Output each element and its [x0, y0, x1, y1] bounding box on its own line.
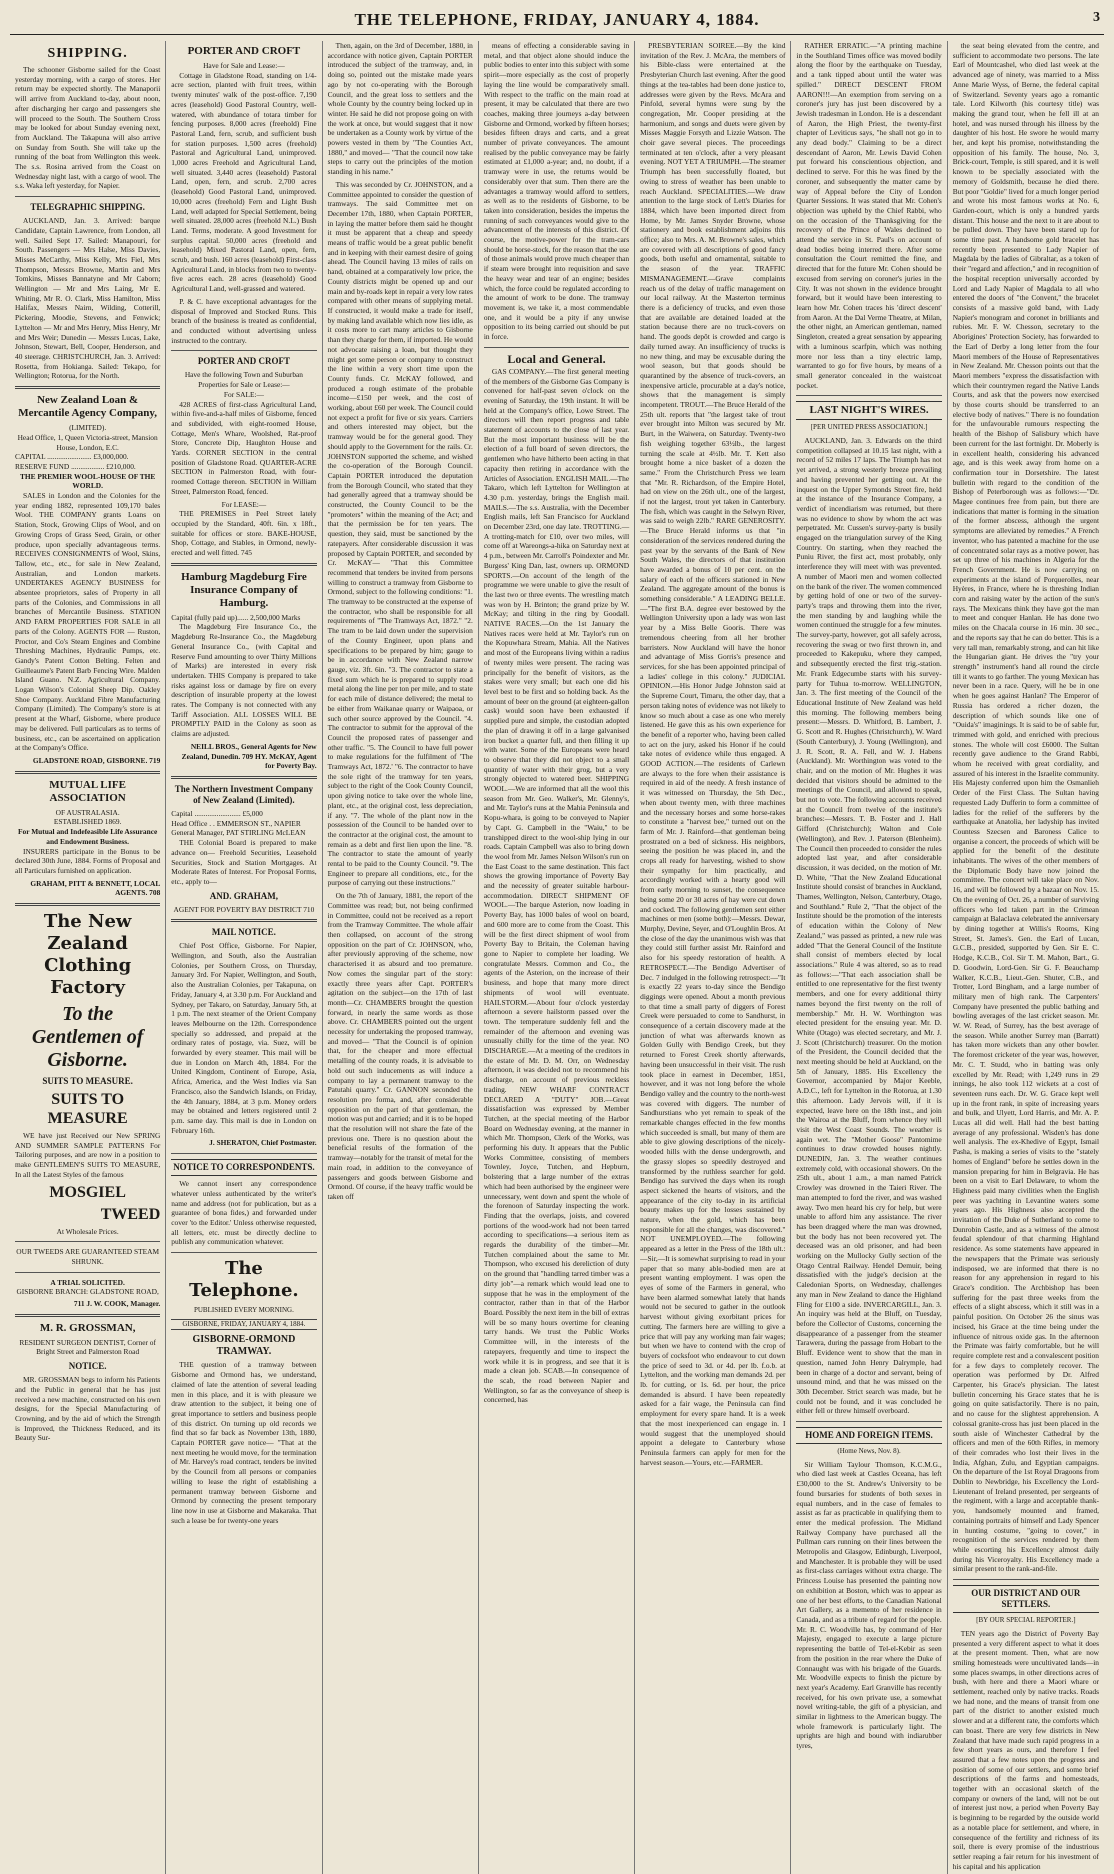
- wires-heading: LAST NIGHT'S WIRES.: [796, 401, 941, 420]
- mutual-life-tagline: For Mutual and Indefeasible Life Assurance and Endowment Business.: [18, 827, 158, 846]
- porter-croft-heading: PORTER AND CROFT: [187, 45, 301, 57]
- nz-loan-wool-house: THE PREMIER WOOL-HOUSE OF THE WORLD.: [19, 471, 156, 491]
- column-2: [166, 41, 322, 1874]
- suits-big-heading: SUITS TO MEASURE: [47, 1091, 128, 1128]
- telegraphic-shipping-text: AUCKLAND, Jan. 3. Arrived: barque Candidate, Captain Lawrence, from London, all well. Sailed Sept 17. Sailed: Manapouri, for South. Passengers — Mrs Halse, Miss Davies, Misses McCarthy, Miss Kelly, Mrs Fiel, Mrs Thompson, Messrs Browne, Martin and Mrs Tomkins, Misses Bannatyne and Mr Caborn; Wellington — Mr and Mrs Laing, Mr E. Whiting, Mr R. O. Clark, Miss Hamilton, Miss Halifax, Messrs Nairn, Wilding, Cotterill, Pickering, Moodie, Stevens, and Fenwick; Lyttelton — Mr and Mrs Henry, Miss Henry, Mr and Mrs Weir; Dunedin — Messrs Lucas, Lake, Johnson, Stewart, Bell, Cooper, Henderson, and 40 steerage. CHRISTCHURCH, Jan. 3. Arrived: Rosetta, from Hokianga. Sailed: Tekapo, for Wellington; Rotorua, for the North.: [15, 216, 161, 381]
- wires-text: AUCKLAND, Jan. 3. Edwards on the third competition collapsed at 10.15 last night, with a record of 52 miles 17 laps. The Triumph has not yet arrived, a strong westerly breeze prevailing and having prevented her getting out. At the inquest on the Upper Symonds Street fire, held at the instance of the Insurance Company, a verdict of incendiarism was returned, but there was no evidence to show by whom the act was perpetrated. Mr. Cussen's survey-party is busily engaged on the triangulation survey of the King Country. On starting, when they reached the Puniu River, the first act, most probably, only interference they will meet with was prevented. A number of Maori men and women collected on the bank of the river. The women commenced by getting hold of one or two of the survey-party's traps and throwing them into the river, the men standing by and laughing while the women continued the struggle for a few minutes. The survey-party, however, got all safely across, recovering the swag or two first thrown in, and proceeded to Kakepuku, where they camped, and subsequently erected the first trig.-station. Mr. Frank Edgecumbe starts with his survey-party for Tuhua to-morrow. WELLINGTON, Jan. 3. The first meeting of the Council of the Educational Institute of New Zealand was held this morning. The following members being present:—Messrs. D. Whitford, B. Lambert, J. G. Scott and R. Hughes (Christchurch), W. Ward (South Canterbury), J. Young (Wellington), and J. R. Scott, R. A. Fell, and W. J. Habens (Auckland). Mr. Worthington was voted to the chair, and on the motion of Mr. Hughes it was decided that visitors should be admitted to the meetings of the Council, and allowed to speak, but not to vote. The following accounts received at the Council from twelve of the institute's branches:—Messrs. T. B. Foster and J. Hall Gifford (Christchurch); Walton and Cole (Wellington), and Rev. J. Paterson (Blenheim). The Council then proceeded to consider the rules adopted last year, and after considerable discussion, it was decided, on the motion of Mr. D. White, "That the New Zealand Educational Institute should consist of branches in Auckland, Thames, Wellington, Nelson, Canterbury, Otago, and Southland." Rule 2, "That the object of the Institute should be the promotion of the interests of education within the Colony of New Zealand," was passed as printed, a new rule was added "That the General Council of the Institute shall consist of members elected by local associations." Rule 4 was altered, so as to read as follows:—"That each association shall be entitled to one representative for the first twenty members, and one for every additional thirty names beyond the first twenty on the roll of membership." Mr. H. W. Worthington was elected president for the ensuing year. Mr. D. White (Otago) was elected secretary, and Mr. J. J. Scott (Christchurch) treasurer. On the motion of the President, the Council decided that the next meeting should be held at Auckland, on the 5th of January, 1885. His Excellency the Governor, accompanied by Major Keeble, A.D.C., left for Lyttelton in the Rotorua, at 1.30 this afternoon. Lady Jervois will, if it is expected, leave here on the 18th inst., and join the Wairoa at the Bluff, from whence they will visit the West Coast Sounds. The weather is again wet. The "Mother Goose" Pantomime continues to draw crowded houses nightly. DUNEDIN, Jan. 3. The weather continues extremely cold, with occasional showers. On the 25th ult., about 1 a.m., a man named Patrick Crowley was drowned in the Taieri River. The man attempted to ford the river, and was washed away. Two men heard his cry for help, but were unable to afford him any assistance. The river has been dragged where the man was drowned, but the body has not been recovered yet. The deceased was an old prisoner, and had been working on the Mullocky Gully section of the Otago Central Railway. Hendel Demuir, being dissatisfied with the judge's decision at the Caledonian Sports, on Wednesday, challenges any man in New Zealand to dance the Highland Fling for £100 a side. INVERCARGILL, Jan. 3. An inquiry was held at the Bluff, on Tuesday, before the Collector of Customs, concerning the disappearance of a passenger from the steamer Tarawera, during the passage from Hobart to the Bluff. Evidence went to show that the man in question, named John Henry Dalrymple, had been in charge of a doctor and servant, being of unsound mind, and that he was missed on the 30th December. Strict search was made, but he could not be found, and it was concluded he either fell or threw himself overboard.: [796, 436, 942, 1416]
- for-lease-label: For LEASE:—: [221, 499, 267, 509]
- nz-loan-text: SALES in London and the Colonies for the year ending 1882, represented 109,170 bales Wool. THE COMPANY grants Loans on Station, Stock, Growing Clips of Wool, and on Growing Crops of Grass Seed, Grain, or other produce, upon specially advantageous terms. RECEIVES CONSIGNMENTS of Wool, Skins, Tallow, etc., etc., for sale in New Zealand, Australian, and London markets. UNDERTAKES AGENCY BUSINESS for absentee proprietors, sales of Property in all parts of the Colonies, and Commissions in all branches of Mercantile Business. STATION AND FARM PROPERTIES FOR SALE in all parts of the Colony. AGENTS FOR — Ruston, Proctor, and Co's Steam Engines and Combine Threshing Machines, Hydraulic Pumps, etc. Gandy's Patent Cotton Belting. Felten and Guilleaume's Patent Barb Fencing Wire. Malden Island Guano. N.Z. Agricultural Company. Logan Wilson's Colonial Sheep Dip. Oakley Shoe Company. Auckland Fibre Manufacturing Company (Limited). The Company's store is at present at the Wharf, Gisborne, where produce may be delivered. Full particulars as to terms of business, etc., can be ascertained on application at the Company's Office.: [15, 491, 161, 753]
- divider: [953, 1579, 1099, 1580]
- grossman-sub: RESIDENT SURGEON DENTIST, Corner of Bright Street and Palmerston Road: [19, 1337, 156, 1357]
- divider: [171, 919, 316, 922]
- district-text: TEN years ago the District of Poverty Bay presented a very different aspect to what it does at the present moment. Then, what are now smiling homesteads were uncultivated lands—in some places swamps, in other directions acres of bush, with here and there a Maori whare or settlement, reached only by native tracks. Roads we had none, and the means of transit from one part of the district to another existed much slower and at a different rate, the comforts which can boast. There are very few districts in New Zealand that have made such rapid progress in a few short years as ours, and therefore I feel assured that a few notes upon the progress and position of some of our settlers, and some brief descriptions of the farms and homesteads, together with an occasional sketch of the company or owners of the land, will not be out of interest just now, a period when Poverty Bay is beginning to be regarded by the outside world as a notable place for settlement, and where, in consequence of the fertility and richness of its soil, there is every promise of the industrious settler reaping a fair return for his investment of his capital and his application: [952, 1628, 1099, 1871]
- column-5: [635, 41, 791, 1874]
- mosgiel-heading: MOSGIEL: [49, 1183, 126, 1201]
- mail-notice-signature: J. SHERATON, Chief Postmaster.: [209, 1138, 317, 1148]
- northern-manager: General Manager, PAT STIRLING McLEAN: [171, 828, 306, 838]
- hamburg-text: The Magdeburg Fire Insurance Co., the Magdeburg Re-Insurance Co., the Magdeburg General Insurance Co., (with Capital and Reserve Fund amounting to over Thirty Millions of Marks) are interested in every risk undertaken. THIS Company is prepared to take risks against loss or damage by fire on every description of insurable property at the lowest rates. The Company is not connected with any Tariff Association. ALL LOSSES WILL BE PROMPTLY PAID in the Colony as soon as claims are adjusted.: [171, 622, 317, 739]
- divider: [15, 386, 160, 389]
- tramway-continued-1: Then, again, on the 3rd of December, 1880, in accordance with notice given, Captain PORTER introduced the subject of the tramway, and, in doing so, pointed out the mistake made years ago by not co-operating with the Borough Council, and the great loss to settlers and the whole County by the country being locked up in winter. He said he did not propose going on with the work at once, but would suggest that it now be undertaken as a County work by virtue of the powers vested in them by "The Counties Act, 1880," and moved— "That the council now take steps to carry out the principles of the motion standing in his name.": [327, 41, 473, 177]
- column-3: [323, 41, 479, 1874]
- hamburg-signature: NEILL BROS., General Agents for New Zealand, Dunedin. 709 HY. McKAY, Agent for Poverty Bay.: [181, 741, 317, 771]
- porter-croft-sale-text: 428 ACRES of first-class Agricultural Land, within five-and-a-half miles of Gisborne, fenced and subdivided, with eight-roomed House, Cottage, Men's Whare, Woolshed, Rat-proof Store, Concrete Dip, Haughton House and Yards. CORNER SECTION in the central position of Gladstone Road. QUARTER-ACRE SECTION in Palmerston Road, with four-roomed Cottage thereon. SECTION in William Street, Palmerston Road, fenced.: [171, 399, 317, 496]
- suits-small-heading: SUITS TO MEASURE.: [42, 1076, 133, 1087]
- trial-solicited: A TRIAL SOLICITED.: [50, 1277, 125, 1287]
- nz-loan-reserve: RESERVE FUND .................. £210,000.: [15, 461, 136, 471]
- nz-loan-heading: New Zealand Loan & Mercantile Agency Company,: [18, 394, 158, 420]
- northern-office: Head Office . . EMMERSON ST., NAPIER: [171, 818, 301, 828]
- porter-croft-sub: Have for Sale and Lease:—: [203, 61, 285, 70]
- grossman-heading: M. R. GROSSMAN,: [39, 1321, 136, 1334]
- district-heading: OUR DISTRICT AND OUR SETTLERS.: [953, 1585, 1099, 1613]
- divider: [15, 771, 160, 774]
- mail-notice-text: Chief Post Office, Gisborne. For Napier, Wellington, and South, also the Australian Colonies, per Southern Cross, on Thursday, January 3rd. For Napier, Wellington, and South, also the Australian Colonies, per Takapuna, on Friday, January 4, at 3.30 p.m. For Auckland and Sydney, per Takaro, on Saturday, January 5th, at 1 p.m. The next steamer of the Orient Company leaves Melbourne on the 12th. Correspondence specially so addressed, and prepaid at the ordinary rates of postage, via. Suez, will be forwarded by every steamer. This mail will be due in London on March 4th, 1884. For the United Kingdom, Continent of Europe, Asia, Africa, America, and the West Indies via San Francisco, also the Sandwich Islands, on Friday, the 4th January, 1884, at 3 p.m. Money orders may be obtained and letters registered until 2 p.m. same day. This mail is due in London on February 16th.: [171, 941, 317, 1135]
- graham-sub: AGENT FOR POVERTY BAY DISTRICT 710: [173, 904, 315, 914]
- column-6: [791, 41, 947, 1874]
- clothing-factory-heading: The New Zealand Clothing Factory: [43, 911, 132, 999]
- column-1: [10, 41, 166, 1874]
- divider: [15, 903, 160, 906]
- porter-croft-text: Cottage in Gladstone Road, standing on 1/4-acre section, planted with fruit trees, within twenty minutes' walk of the post-office. 7,190 acres (leasehold) Good Pastoral Country, well-watered, with abundance of totara timber for fencing purposes. 8,000 acres (freehold) Fine Pastoral Land, fern, scrub, and sufficient bush for station purposes. 1,500 acres (freehold) Pastoral and Agricultural Land, unimproved. 1,000 acres Freehold and Agricultural Land, well situated. 3,440 acres (leasehold) Pastoral Land, open, fern, and scrub. 2,700 acres (leasehold) Good Pastoral Land, unimproved. 10,000 acres (freehold) Fern and Light Bush Land, well adapted for Special Settlement, being well situated. 28,000 acres (freehold N.L.) Bush Land. Terms, moderate. A good Investment for surplus capital. 50,000 acres (freehold and leasehold) Mixed Pastoral Land, open, fern, scrub, and bush. 160 acres (leasehold) First-class Agricultural Land, in blocks from two to twenty-five acres each. 28 acres (leasehold) Good Agricultural Land, well-grassed and watered.: [171, 70, 317, 294]
- hamburg-capital: Capital (fully paid up)...... 2,500,000 Marks: [171, 612, 301, 622]
- notice-text: MR. GROSSMAN begs to inform his Patients and the Public in general that he has just received a new machine, constructed on his own designs, for the Special Manufacturing of Crowning, and by the aid of which the Strength is Improved, the Thickness Reduced, and its Beauty Sur-: [15, 1375, 161, 1443]
- telegraphic-shipping-heading: TELEGRAPHIC SHIPPING.: [30, 202, 145, 213]
- local-general-heading: Local and General.: [507, 351, 606, 366]
- nz-loan-signature: GLADSTONE ROAD, GISBORNE. 719: [32, 756, 161, 765]
- mutual-life-established: ESTABLISHED 1869.: [53, 817, 122, 827]
- divider: [15, 1314, 160, 1317]
- local-general-text: GAS COMPANY.—The first general meeting of the members of the Gisborne Gas Company is convened for half-past seven o'clock on the evening of Saturday, the 19th instant. It will be held at the Company's office, Lowe Street. The directors will then report progress and table statement of accounts to the close of last year. But the most important business will be the election of a full board of seven directors, the gentlemen who have hitherto been acting in that capacity then retiring in accordance with the Articles of Association. ENGLISH MAIL.—The Takaro, which left Lyttelton for Wellington at 4.30 p.m. yesterday, brings the English mail. MAILS.—The s.s. Australia, with the December English mails, left San Francisco for Auckland on December 23rd, one day late. TROTTING.—A trotting-match for £10, over two miles, will come off at Wareongs-a-hika on Saturday next at 4 p.m., between Mr. Carroll's Poindexter and Mr. Burgess' King Dan, last, owners up. ORMOND SPORTS.—On account of the length of the programme we were unable to give the result of the last two or three events. The wrestling match was won by H. Brinton; the grand prize by W. McKay; and tilting in the ring by Goodall. NATIVE RACES.—On the 1st January the Natives races were held at Mr. Taylor's run on the Kopuwhara Stream, Mahia. All the Natives and most of the Europeans living within a radius of twenty miles were present. The racing was principally for the benefit of visitors, as the stakes were very small; but each one did his level best to be first and so holding back. As the amount of beer on the ground (at eighteen-gallon cask) would soon have been exhausted if supplied pure and simple, the custodian adopted the plan of drawing it off in a large galvanised iron bucket a quarter full, and then filling it up with water. Some of the Europeans were heard to observe that they did not object to a small quantity of water with their grog, but a very strongly objected to watered beer. SHIPPING WOOL.—We are informed that all the wool this season from Mr. Geo. Walker's, Mr. Glenny's, and Mr. Taylor's runs at the Mahia Peninsula and Kopu-whara, is going to be conveyed to Napier by Capt. G. Campbell in the "Waiu," to be transhipped direct to the wool-ship lying in our roads. Captain Campbell was also to bring down the wool from Mr. James Nelson Wilson's run on the East Coast to the same destination. This fact shows the growing importance of Poverty Bay and the necessity of greater suitable harbour-accommodation. DIRECT SHIPMENT OF WOOL.—The barque Asterion, now loading in Poverty Bay, has 1000 bales of wool on board, and 600 more are to come from the Coast. This will be the first direct shipment of wool from Poverty Bay to Britain, the Coleman having gone to Napier to complete her loading. We congratulate Messrs. Common and Co., the agents of the Asterion, on the increase of their business, and hope that many more direct shipments of wool will eventuate. HAILSTORM.—About four o'clock yesterday afternoon a severe hailstorm passed over the town. The temperature suddenly fell and the remainder of the afternoon and evening was unusually chilly for the time of the year. NO DISCHARGE.—At a meeting of the creditors in the estate of Mr. D. M. Orr, on Wednesday afternoon, it was decided not to recommend his discharge, on account of previous reckless trading. NEW WHARF CONTRACT DECLARED A "DUTY" JOB.—Great dissatisfaction was expressed by Member Tutchen, at the special meeting of the Harbor Board on Wednesday evening, at the manner in which Mr. Thompson, Clerk of the Works, was performing his duty. It appears that the Public Works Committee, consisting of members Townley, Joyce, Tutchen, and Hepburn, bolstering that a large number of the extras which had been authorised by the engineer were unnecessary, went down and spent the whole of the forenoon of Saturday inspecting the work. Finding that the overlaps, joists, and covered portions of the wood-work had not been tarred according to specifications—a serious item as regards the durability of the timber—Mr. Tutchen complained about the same to Mr. Thompson, who excused his dereliction of duty on the ground that "handling tarred timber was a dirty job"—a remark which would lead one to suppose that he was in the employment of the contractor, rather than in that of the Harbor Board. Possibly the next item in the bill of extras will be so many hours overtime for cleaning tarry hands. We trust the Public Works Committee will, in the interests of the ratepayers, frequently and time to inspect the work while it is in progress, and see that it is made a clean job. SCAB.—In consequence of the scab, the road between Napier and Wellington, so far as the conveyance of sheep is concerned, has: [483, 366, 630, 1405]
- misc-items-text: RATHER ERRATIC.—"A printing machine in the Southland Times office was moved bodily along the floor by the earthquake on Tuesday, and a tank tipped about until the water was spilled." DIRECT DESCENT FROM AARON!!!—An exemption from serving on a coroner's jury has just been discovered by a Jewish tradesman in London. He is a descendant of Aaron, the High Priest, the twenty-first chapter of Leviticus says, "he shall not go in to any dead body." Claiming to be a direct descendant of Aaron, Mr. Lewis David Cohen put forward his conscientious objection, and declined to serve. For this he was fined by the coroner, and subsequently the matter came by way of Appeal before the City of London Quarter Sessions. It was stated that Mr. Cohen's objection was upheld by the Chief Rabbi, who on the occasion of the Thanksgiving for the recovery of the Prince of Wales declined to attend the service in St. Paul's on account of dead bodies being interred there. After some consultation the Court remitted the fine, and directed that for the future Mr. Cohen should be excused from serving on coroner's juries in the City. It was not shown in the evidence brought forward, but it would have been interesting to learn how Mr. Cohen traces his 'direct descent' from Aaron. At the Dal Verme Theatre, at Milan, the other night, an American gentleman, named Singleton, created a great sensation by appearing with a luminous scarfpin, which was nothing more nor less than a tiny electric lamp, warranted to go for five hours, by means of a small generator concealed in the waistcoat pocket.: [796, 41, 942, 390]
- divider: [796, 1421, 941, 1422]
- northern-investment-heading: The Northern Investment Company of New Zealand (Limited).: [174, 784, 314, 805]
- home-foreign-continued: the seat being elevated from the centre, and sufficient to accommodate two persons. The late Earl of Mountcashel, who died last week at the advanced age of ninety, was married to a Miss Anne Marie Wyss, of Berne, the federal capital of Switzerland. Seventy years ago a romantic tale. Lord Kilworth (his courtesy title) was making the grand tour, when he fell ill at an hotel, and was nursed through his illness by the daughter of his host. He swore he would marry her, and kept his promise, notwithstanding the opposition of his family. The house, No. 3, Brick-court, Temple, is still spared, and it is well known to be specially associated with the memory of Goldsmith, because he died there. But poor "Goldie" lived for a much longer period and wrote his most famous works at No. 6, Garden-court, which is only a hundred yards distant. This house and the next to it are about to be pulled down. They have been stared up for some time past. A handsome gold bracelet has recently been presented to Lady Napier of Magdala by the ladies of Gibraltar, as a token of their "regard and affection," and in recognition of the hospital reception universally accorded by Lord and Lady Napier of Magdala to all who entered the doors of "the Convent," the bracelet consists of a massive gold band, with Lady Napier's monogram and coronet in brilliants and rubies. Mr. F. W. Chesson, secretary to the Aborigines' Protection Society, has forwarded to the Earl of Derby a long letter from the four Maori members of the House of Representatives in New Zealand. Mr. Chesson points out that the Maori members "express the dissatisfaction with which their countrymen regard the Native Lands Courts, and ask that the powers now exercised by those courts should be transferred to an elective body of natives." There is no foundation for the unfavourable rumours respecting the health of the Bishop of Salisbury which have been current for the last fortnight. Dr. Moberly is in excellent health, considering his advanced age, and is this week away from home on a confirmation tour in Dorsetshire. The latest bulletin with regard to the condition of the Bishop of Peterborough was as follows:—"Dr. Magee continues free from pain, but there are indications that matter is forming in the situation of the former abscess, although the urgent symptoms are alleviated by remedies." A French inventor, who has patented a machine for the use of concentrated solar rays as a motive power, has set up three of his machines in Algeria for the French Government. He is now carrying on experiments at the island of Porquerolles, near Hyères, in France, where he is threshing Indian corn and raising water by the action of the sun's rays. The Mexicans think they have got the man to meet and conquer Hanlan. He has done two miles on the Chacala course in 16 min. 30 sec., and the reports say that he can do better. This is a very tall man, remarkably strong, and can hit like the Hungarian giant. He drives the "try your strength" instrument's hand all round the circle till it wants to go farther. The young Mexican has never been in a race. Query, will he be in one when he goes against Hanlan? The Emperor of Russia has ordered a richer dozen, the description of which sounds like one of "Ouida's" imaginings. It is said to be of sable fur, trimmed with gold, and enriched with precious stones. The whole will cost £6000. The Sultan recently gave audience to the Grand Rabbi, whom he received with great cordiality, and assured of his interest in the Israelite community. His Majesty conferred upon him the Osmanlieh Order of the First Class. The Sultan having requested Lady Dufferin to form a committee of ladies for the relief of the sufferers by the earthquake at Anatolia, her ladyship has invited Countess Szecsen and Baroness Calice to organise a concert, the proceeds of which will be applied for the benefit of the destitute inhabitants. The wives of the other members of the Diplomatic Body have now joined the committee. The concert will take place on Nov. 16, and will be followed by a bazaar on Nov. 15. On the evening of Oct. 26, a number of surviving officers who led taken part in the Crimean campaign at Balaclava celebrated the anniversary by dining together at Willis's Rooms, King Street, St. James's. Gen. the Earl of Lucan, G.C.B., presided, supported by Gen. Sir E. C. Hodge, K.C.B., Col. Sir T. M. Mahon, Bart., G. D. Goodwin, Lord-Gen. Sir G. F. Beauchamp Walker, K.C.B., Lieut.-Gen. Shuter, C.B., and Trotter, Lord Bingham, and a large number of military men of high rank. The Carpenters' Company have presented the public bathing and bowling averages of the last cricket season. Mr. W. W. Read, of Surrey, has the best average of the season. While another Surrey man (Barratt) has taken more wickets than any other bowler. The foremost cricketer of the year was, however, Mr. C. T. Studd, who in batting was only excelled by Mr. Read; with 1,249 runs in 29 innings, he also took 112 wickets at a cost of seventeen runs each. Dr. W. G. Grace kept well up in the front rank, in spite of increasing years and bulk, and Ulyett, Lord Harris, and Mr. A. P. Lucas all did well. Hall had the best batting average of any professional. Wisden's has done well analysis. The ex-Khedive of Egypt, Ismail Pasha, is making a series of visits to the "stately homes of England" before he settles down in the mansion preparing for him in Belgravia. He has been on a visit to Earl Delaware, to whom the Highness paid many civilities when the English peer was yachting in Levantine waters some years ago. His Highness also accepted the invitation of the Duke of Sutherland to come to Dunrobin Castle, and as a witness of the almost feudal splendour of that charming Highland residence. As some statements have appeared in the newspapers that the Primate was seriously indisposed, we are informed that there is no reason for any apprehension in regard to his Grace's condition. The Archbishop has been suffering for the past three weeks from the effects of a slight abscess, which it still was in a painful position. On October 26 the sinus was incised, his Grace at the time being under the influence of nitrous oxide gas. In the afternoon the Primate was fairly comfortable, but he will require complete rest and a convalescent position for a few days to completely recover. The operation was performed by Dr. Alfred Carpenter, his Grace's physician. The latest bulletin concerning his Grace states that he is going on quite satisfactorily. There is no pain, and no cause for the slightest apprehension. A colossal granite-cross has just been placed in the south aisle of Winchester Cathedral by the officers and men of the 60th Rifles, in memory of their comrades who lost their lives in the India, Afghan, Zulu, and Egyptian campaigns. On the departure of the 1st Royal Dragoons from Dublin to Newbridge, his Excellency the Lord-Lieutenant of Ireland presented, per sergeants of the regiment, with a large and acceptable thank-you, handsomely mounted and framed, containing portraits of himself and Lady Spencer in hunting costume, "going to cover," in recognition of the services rendered by them while escorting his Excellency almost daily during his Viceroyalty. His Excellency made a similar present to the rank-and-file.: [952, 41, 1100, 1574]
- divider: [171, 1153, 316, 1154]
- northern-capital: Capital ......................... £5,000: [171, 809, 263, 818]
- branch-manager: 711 J. W. COOK, Manager.: [73, 1299, 161, 1309]
- porter-croft-lease-text: THE PREMISES in Peel Street lately occupied by the Standard, 40ft. 6in. x 18ft., suitable for offices or store. BAKE-HOUSE, Shop, Cottage, and Stables, in Ormond, newly-erected and well fitted. 745: [171, 509, 317, 558]
- divider: [171, 1252, 316, 1253]
- tweeds-guaranteed: OUR TWEEDS ARE GUARANTEED STEAM SHRUNK.: [16, 1247, 160, 1266]
- divider: [484, 347, 629, 348]
- home-foreign-sub: (Home News, Nov. 8).: [837, 1447, 901, 1456]
- column-7: [948, 41, 1104, 1874]
- shipping-heading: SHIPPING.: [47, 46, 128, 61]
- columns: [10, 41, 1104, 1871]
- divider: [796, 395, 941, 396]
- mutual-life-signature: GRAHAM, PITT & BENNETT, LOCAL AGENTS. 708: [30, 878, 161, 898]
- paper-title: The Telephone.: [189, 1258, 299, 1302]
- gisborne-branch: GISBORNE BRANCH: GLADSTONE ROAD,: [16, 1287, 159, 1297]
- northern-text: THE Colonial Board is prepared to make advance on— Freehold Securities, Leasehold Securities, Stock and Station Mortgages. At Moderate Rates of Interest. For Proposal Forms, etc., apply to—: [171, 838, 317, 886]
- notice-heading: NOTICE.: [68, 1361, 107, 1372]
- gentlemen-heading: To the Gentlemen of Gisborne.: [31, 1003, 144, 1072]
- divider: [171, 776, 316, 779]
- home-foreign-text: Sir William Taylour Thomson, K.C.M.G., who died last week at Castles Oceana, has left £30,000 to the St. Andrew's University to be found bursaries for students of both sexes in equal numbers, and in the case of females to assist as far as practicable in qualifying them to enter the medical profession. The Midland Railway Company have purchased all the Pullman cars running on their lines between the Metropolis and Glasgow, Edinburgh, Liverpool, and Manchester. It is probable they will be used as first-class carriages without extra charge. The Princess Louise has presented the painting now on exhibition at Boston, which was to appear as one of her best efforts, to the Canadian National Art Gallery, as a memento of her residence in Canada, and as a tribute of regard for the people. Mr. R. C. Woodville has, by command of Her Majesty, engaged to execute a large picture representing the battle of Tel-el-Kebir as seen from the position in the rear where the Duke of Connaught was with his brigade of the Guards. Mr. Woodville expects to finish the picture by next year's Academy. Earl Granville has recently received, for his own private use, a somewhat novel writing-table, the gift of a physician, and similar in lightness to the American buggy. The whole framework is particularly light. The uprights are high and bound with indiarubber tyres,: [796, 1459, 942, 1751]
- graham-name: AND. GRAHAM,: [209, 890, 279, 901]
- tweed-heading: TWEED: [100, 1205, 161, 1223]
- wholesale-prices: At Wholesale Prices.: [56, 1226, 119, 1236]
- tramway-continued-2: This was seconded by Cr. JOHNSTON, and a Committee appointed to consider the question of tramways. The said Committee met on December 17th, 1880, when Captain PORTER, in laying the matter before them said he thought it must be apparent that a cheap and speedy means of traffic would be a great public benefit and in keeping with their earnest desire of going ahead. The Council having 13 miles of rails on hand, obtained at a comparatively low price, the County districts might be opened up and our main and by-roads kept in repair a very low rates compared with other means of supplying metal. If constructed, it would make a trade for itself, by making land available which now lies idle, as it costs more to cart many articles to Gisborne than they charge for them, if imported. He would not advocate raising a loan, but thought they might get some person or company to construct the line within a very short time upon the County funds. Cr. McKAY followed, and produced a rough estimate of the probable income—£150 per week, and the cost of working, about £60 per week. The Council could not expect a profit for five or six years. Carriers and others interested may object, but the tramway would be for the general good. They should apply to the Government for the rails. Cr. JOHNSTON supported the scheme, and wished the co-operation of the Borough Council. Captain PORTER introduced the deputation from the Borough Council, who stated that they had generally agreed that a tramway should be constructed, the County Council to be the "promoters" within the meaning of the Act; and that the permission be for ten years. The question, they said, must be sanctioned by the ratepayers. After considerable discussion it was proposed by Captain PORTER, and seconded by Cr. McKAY— "That this Committee recommend that tenders be invited from persons willing to construct a tramway from Gisborne to Ormond, subject to the following conditions: "1. The tramway to be constructed at the expense of the contractor, who shall be responsible for all requirements of "The Tramways Act, 1872." "2. The tram to be laid down under the supervision of the County Engineer, upon plans and specifications to be prepared by him; gauge to be in accordance with New Zealand narrow gauge, viz. 3ft. 6in. "3. The contractor to state a fixed sum which he is prepared to supply road metal along the line per ton per mile, and to state for each mile of distance delivered; the metal to be either from Waikanae quarry or Waipaoa, or such other source approved by the Council. "4. The contractor to submit for the approval of the Council the proposed rates of passenger and other traffic. "5. The Council to have full power to make regulations for the fulfilment of 'The Tramways Act, 1872.' "6. The contractor to have the sole right of the tramway for ten years, subject to the right of the Cook County Council, upon giving notice to take over the whole line, plant, etc., at the original cost, less depreciation, if any. "7. The whole of the plant now in the possession of the Council to be handed over to the contractor at the original cost, the amount to remain as a debt and first lien upon the line. "8. The contractor to state the amount of yearly rental to be paid to the County Council. "9. The Engineer to prepare all conditions, etc., for the purpose of carrying out these instructions.": [327, 179, 473, 888]
- for-sale-label: For SALE:—: [223, 389, 264, 399]
- divider: [15, 1272, 160, 1273]
- masthead: [10, 10, 1104, 35]
- divider: [171, 350, 316, 351]
- porter-croft-sub-2: Have the following Town and Suburban Properties for Sale or Lease:—: [184, 370, 304, 390]
- correspondents-text: We cannot insert any correspondence whatever unless authenticated by the writer's name and address (not for publication, but as a guarantee of bona fides,) and forwarded under cover 'to the Editor.' Unless otherwise requested, all letters, etc. must be directly decline to publish any communication whatever.: [171, 1179, 317, 1247]
- divider: [15, 196, 160, 197]
- tramway-heading: GISBORNE-ORMOND TRAMWAY.: [192, 1334, 296, 1358]
- masthead-title: THE TELEPHONE, FRIDAY, JANUARY 4, 1884.: [354, 10, 760, 29]
- suits-text: WE have just Received our New SPRING AND SUMMER SAMPLE PATTERNS For Tailoring purposes, and are now in a position to make GENTLEMEN'S SUITS TO MEASURE, In all the Latest Styles of the famous: [15, 1131, 161, 1179]
- mutual-life-heading: MUTUAL LIFE ASSOCIATION: [49, 778, 126, 804]
- mutual-life-text: INSURERS participate in the Bonus to be declared 30th June, 1884. Forms of Proposal and all Particulars furnished on application.: [15, 846, 161, 875]
- porter-croft-heading-2: PORTER AND CROFT: [197, 356, 291, 367]
- mutual-life-sub: OF AUSTRALASIA.: [55, 807, 120, 817]
- nz-loan-capital: CAPITAL ........................ £3,000,000.: [15, 452, 129, 462]
- column-4: [479, 41, 635, 1874]
- mail-notice-heading: MAIL NOTICE.: [211, 927, 276, 938]
- nz-loan-office: Head Office, 1, Queen Victoria-street, Mansion House, London, E.C.: [17, 432, 158, 452]
- correspondents-heading: NOTICE TO CORRESPONDENTS.: [171, 1159, 316, 1176]
- tramway-text: THE question of a tramway between Gisborne and Ormond has, we understand, claimed of late the attention of several leading men in this place, and it is with pleasure we draw attention to the subject, it being one of great importance to settlers and business people of this district. On turning up old records we find that so far back as November 13th, 1880, Captain PORTER gave notice— "That at the next meeting he would move, for the termination of Mr. Harvey's road contract, tenders be invited by the Council from all persons or companies willing to lease the right of establishing a permanent tramway between Gisborne and Ormond by connecting the present temporary line now in use at Gisborne and Makaraka. That such a lease be for twenty-one years: [171, 1360, 317, 1525]
- hamburg-heading: Hamburg Magdeburg Fire Insurance Company of Hamburg.: [181, 570, 307, 609]
- nz-loan-limited: (LIMITED).: [69, 423, 107, 433]
- divider: [15, 1241, 160, 1242]
- tramway-conclusion: means of effecting a considerable saving in metal, and that object alone should induce the public bodies to enter into this subject with some spirit—more especially as the cost of properly laying the line would be comparatively small. With respect to the traffic on the main road at present, it may be calculated that there are two coaches, making three journeys a-day between Gisborne and Ormond, worked by fifteen horses; besides fifteen drays and carts, and a great number of private conveyances. The amount realised by the public conveyance may be fairly estimated at £1,000 a-year; and, no doubt, if a tramway were in use, the returns would be considerably over that sum. Then there are the advantages a tramway would afford to settlers, as well as to the residents of Gisborne, to be taken into consideration, besides the impetus the running of such conveyances would give to the advancement of the interests of this district. Of course, the motive-power for the tram-cars should be horse-stock, for the reason that the use of those animals would prove much cheaper than if steam were brought into requisition and save the heavy wear and tear of an engine; besides which, the force could be regulated according to the amount of work to be done. The tramway movement is, we take it, a most commendable one, and it would be a pity if any unwise opposition to its being carried out should be put in force.: [483, 41, 630, 342]
- porter-croft-text-2: P. & C. have exceptional advantages for the disposal of Improved and Stocked Runs. This branch of the business is treated as confidential, and conducted without advertising unless instructed to the contrary.: [171, 296, 317, 345]
- home-foreign-heading: HOME AND FOREIGN ITEMS.: [796, 1427, 941, 1444]
- page-number: 3: [1093, 10, 1100, 25]
- district-sub: [BY OUR SPECIAL REPORTER.]: [976, 1616, 1076, 1625]
- wires-sub: [PER UNITED PRESS ASSOCIATION.]: [810, 423, 928, 432]
- shipping-text: The schooner Gisborne sailed for the Coast yesterday morning, with a cargo of stores. Her return may be expected shortly. The Manaporii will arrive from Auckland to-day, about noon, after discharging her cargo and passengers she will proceed to the South. The Southern Cross may be looked for about Sunday evening next, from Auckland. The Takapuna will also arrive on Sunday from South. She will take up the running of the boat from Wellington this week. The s.s. Rosina arrived from the Coast on Wednesday night last, with a cargo of wool. The s.s. Waka left yesterday, for Napier.: [15, 65, 161, 191]
- tramway-continued-3: On the 7th of January, 1881, the report of the Committee was read; but, not being confirmed in Committee, could not be received as a report from the Tramway Committee. The whole affair then collapsed, on account of the strong opposition on the part of Cr. JOHNSON, who, after previously approving of the scheme, now characterised it as absurd and too premature. Now comes the singular part of the story: exactly three years after Capt. PORTER's agitation on the subject—on the 17th of last month—Cr. CHAMBERS brought the question forward, in nearly the same words as those above. Cr. CHAMBERS pointed out the urgent necessity for undertaking the proposed tramway, and moved— "That the Council is of opinion that, for the cheaper and more effectual metalling of the county roads, it is advisable to hold out such inducements as will induce a company to lay a permanent tramway to the Patutahi quarry." Cr. GANNON seconded the resolution pro forma, and, after considerable opposition on the part of that gentleman, the motion was put and carried; and it is to be hoped that the resolution will not share the fate of the previous one. There is no question about the beneficial results of the formation of the tramway—notably for the transit of metal for the main road, in addition to the conveyance of passengers and goods between Gisborne and Ormond. Of course, if the heavy traffic would be taken off: [327, 891, 473, 1201]
- local-items-text: PRESBYTERIAN SOIREE.—By the kind invitation of the Rev. J. McAra, the members of his Bible-class were entertained at the Presbyterian Church last evening. After the good things at the tea-tables had been done justice to, addresses were given by the Revs. McAra and Pinfold, several hymns were sung by the congregation, Mr. Cooper presiding at the harmonium, and songs and duets were given by Misses Maggie Forsyth and Lizzie Watson. The choir gave several pieces. The proceedings terminated at ten o'clock, after a very pleasant evening. NOT YET A TRIUMPH.—The steamer Triumph has been successfully floated, but owing to stress of weather has been unable to reach Auckland. SPECIALITIES.—We draw attention to the large stock of Lett's Diaries for 1884, which have been imported direct from Home, by Mr. James Snyder Browne, whose stationery and book establishment adjoins this office; also to Mrs. A. M. Browne's sales, which are covered with all descriptions of good fancy goods, both useful and ornamental, suitable to the season of the year. TRAFFIC MISMANAGEMENT.—Grave complaints reach us of the delay of traffic management on our local railway. At the Masterton terminus there is a deficiency of trucks, and even those that are available are detained loaded at the station because there are no truck-covers on hand. The goods depôt is crowded and cargo is daily turned away. An insufficiency of trucks is no new thing, and may be excusable during the wool season, but that goods should be quarantined by the absence of truck-covers, an inexpensive article, procurable at a day's notice, shows that the management is simply incompetent. TROUT.—The Bruce Herald of the 25th ult. reports that "the largest take of trout ever brought into Milton was secured by Mr. Burt, in the Waiwera, on Saturday. Twenty-two fish weighing together 63½lb., the largest turning the scale at 4½lb. Mr. T. Kett also brought home a nice basket of a dozen the same." From the Christchurch Press we learn that "Mr. R. Richardson, of the Empire Hotel, had on view on the 26th ult., one of the largest, if not the largest, trout yet taken in Canterbury. The fish, which was caught in the Selwyn River, was said to weigh 22lb." RARE GENEROSITY.—The Bruce Herald informs us that "in consideration of the services rendered during the past year by the servants of the Bank of New South Wales, the directors of that institution have awarded a bonus of 10 per cent. on the salary of each of the officers stationed in New Zealand. The aggregate amount of the bonus is something considerable." A LEADING BELLE.—"The first B.A. degree ever bestowed by the Wellington University upon a lady was won last year by a Miss Belle Gooris. There was tremendous cheering from all her brother barristers. Now Auckland will have the honor and advantage of Miss Gorris's presence and services, for she has been appointed principal of a ladies' college in this colony." JUDICIAL OPINION.—His Honor Judge Johnston said at the Supreme Court, Timaru, the other day, that a person taking notes of evidence was not likely to know so much about a case as one who merely listened. He gave this as his own experience for the benefit of a reporter who, having been called to act on the jury, asked his Honor if he could take notes of evidence while thus engaged. A GOOD ACTION.—The residents of Carlewn are always to the fore when their assistance is required in aid of the needy. A fresh instance of it was witnessed on Thursday, the 5th Dec., when about twenty men, with three machines and the necessary horses and some horse-rakes to constitute a "harvest bee," turned out on the farm of Mr. J. Rainford—that gentleman being prostrated on a bed of sickness. His neighbors, seeing the position he was placed in, and the crops all ready for harvesting, wished to show their sympathy for him practically, and accordingly worked with a hearty good will from early morning to sunset, the consequence being some 20 or 30 acres of hay were cut down and cocked. The following gentlemen sent either machines or men (some both):—Messrs. Dewar, Murphy, Devine, Seyer, and O'Loughlin Bros. At the close of the day the unanimous wish was that they could still further assist Mr. Rainford and also for his speedy restoration of health. A RETROSPECT.—The Bendigo Advertiser of Dec. 7 indulged in the following retrospect:—"It is exactly 22 years to-day since the Bendigo diggings were opened. About a month previous to that time a small party of diggers of Forest Creek were persuaded to come to Sandhurst, in consequence of a certain discovery made at the junction of what was afterwards known as Golden Gully with Bendigo Creek, but they returned to Forest Creek shortly afterwards, having been unsuccessful in their visit. The rush took place in earnest in December, 1851, however, and it was not long before the whole Bendigo valley and the country to the north-west was covered with diggers. The number of Sandhurstians who yet remain to speak of the remarkable changes effected in the few months which succeeded is small, but many of them are able to give glowing descriptions of the nicely-wooded hills with the dense undergrowth, and the grassy slopes so speedily destroyed and transformed by the ruthless searcher for gold. Bendigo has survived the days when its rough aspect sickened the hearts of visitors, and the appearance of the city to-day in its artificial beauty makes up for the losses sustained by nature, when the gold, which has been responsible for all the changes, was discovered." NOT UNEMPLOYED.—The following appeared as a letter in the Press of the 18th ult.:—Sir,—It is somewhat surprising to read in your paper that so many able-bodied men are at present wanting employment. I was open the eyes of some of the Farmers in general, who have been alarmed somewhat lately that hands would not be secured to gather in the outlook harvest without giving exorbitant prices for cutting. The farmers here are willing to give a price that will pay any working man fair wages; but when we have to contend with the crop of buyers of cocksfoot who endeavour to cut down the price of seed to 3d. or 4d. per lb. f.o.b. at Lyttelton, and the working man demands 2d. per lb. for cutting, or 1s. 6d. per hour, the price demanded is absurd. I have been repeatedly asked for a fair wage, the Peninsula can find employment for every spare hand. It is a week that the most inexperienced can engage in. I would suggest that the unemployed should appoint a delegate to Canterbury whose Peninsula farmers can apply for men for the harvest season.—Yours, etc.—FARMER.: [640, 41, 786, 1467]
- divider: [171, 563, 316, 566]
- paper-motto: PUBLISHED EVERY MORNING.: [193, 1306, 294, 1315]
- paper-date: GISBORNE, FRIDAY, JANUARY 4, 1884.: [171, 1319, 316, 1331]
